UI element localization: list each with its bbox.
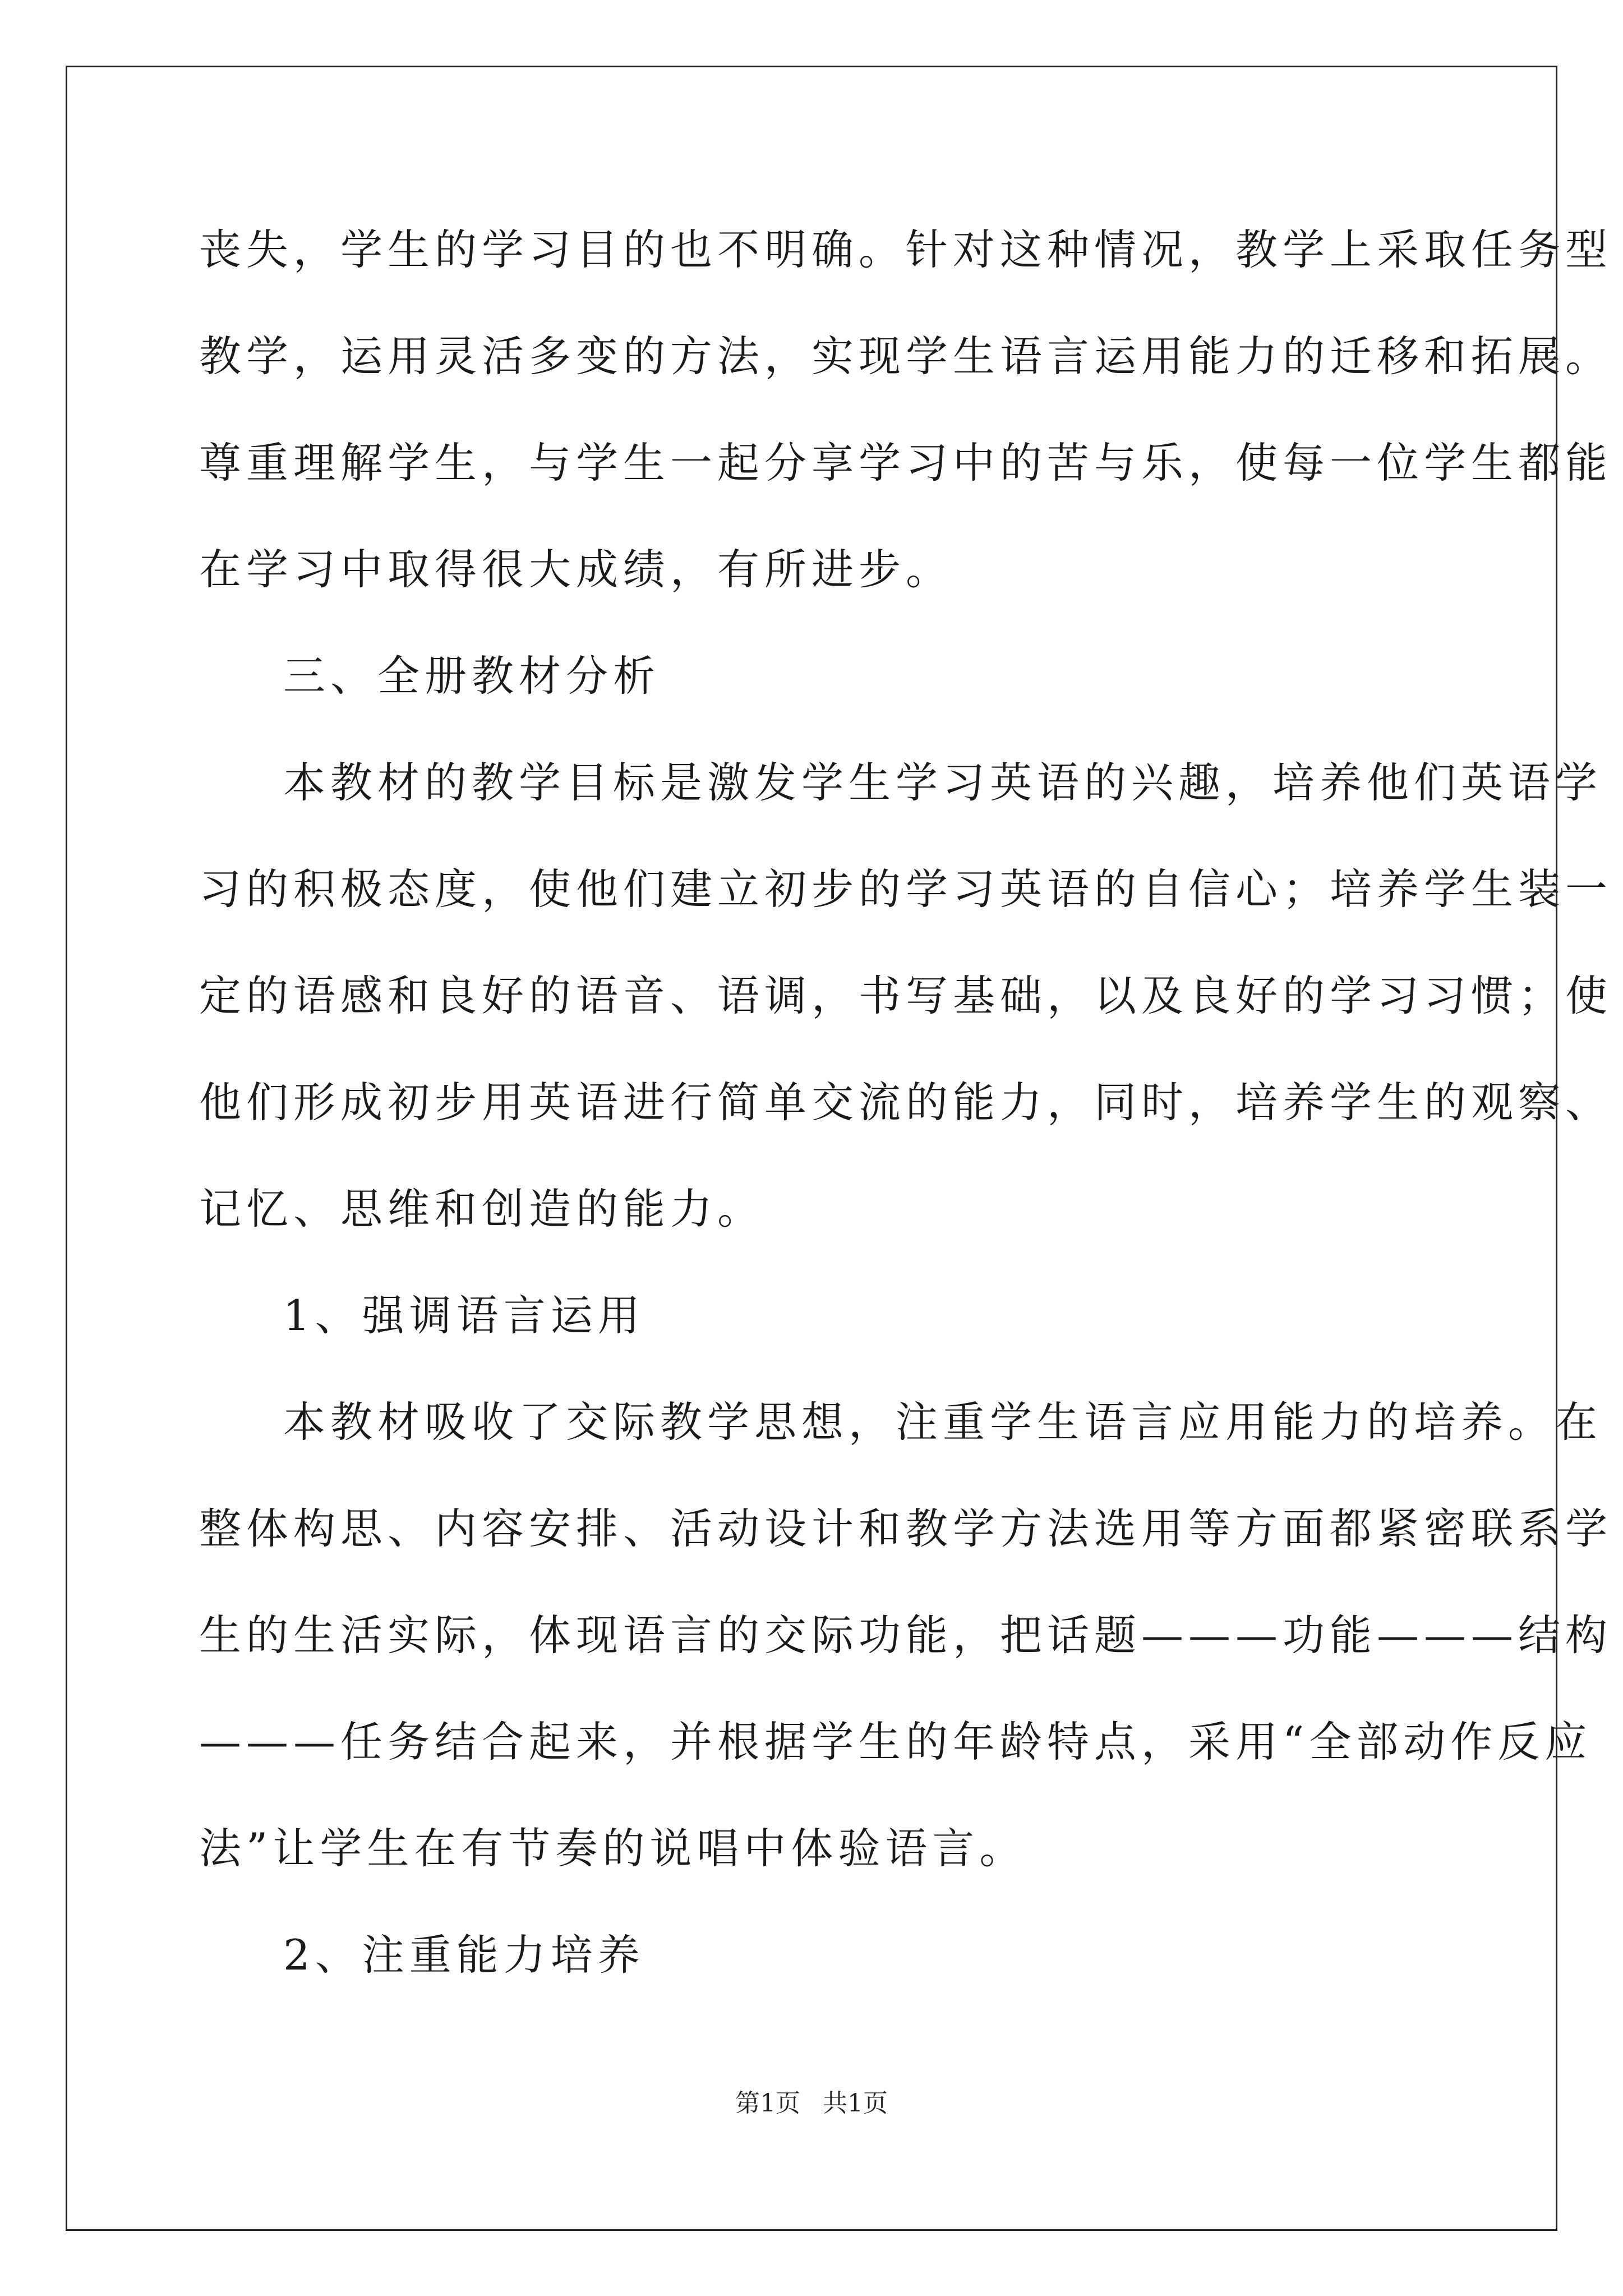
body-line: 他们形成初步用英语进行简单交流的能力，同时，培养学生的观察、 (199, 1078, 1613, 1127)
subsection-heading: 1、强调语言运用 (283, 1291, 645, 1340)
body-line: 本教材的教学目标是激发学生学习英语的兴趣，培养他们英语学 (283, 758, 1603, 807)
body-line: 丧失，学生的学习目的也不明确。针对这种情况，教学上采取任务型 (199, 225, 1613, 274)
body-line: 尊重理解学生，与学生一起分享学习中的苦与乐，使每一位学生都能 (199, 438, 1613, 487)
body-line: 记忆、思维和创造的能力。 (199, 1184, 765, 1234)
body-line: ———任务结合起来，并根据学生的年龄特点，采用“全部动作反应 (199, 1717, 1592, 1766)
body-line: 定的语感和良好的语音、语调，书写基础，以及良好的学习习惯；使 (199, 971, 1613, 1020)
section-heading: 三、全册教材分析 (283, 651, 661, 701)
page-total: 共1页 (823, 2089, 888, 2118)
body-line: 教学，运用灵活多变的方法，实现学生语言运用能力的迁移和拓展。 (199, 332, 1613, 381)
body-line: 习的积极态度，使他们建立初步的学习英语的自信心；培养学生装一 (199, 864, 1613, 914)
subsection-heading: 2、注重能力培养 (283, 1930, 645, 1980)
document-body (199, 219, 1613, 2031)
body-line: 本教材吸收了交际教学思想，注重学生语言应用能力的培养。在 (283, 1397, 1603, 1447)
body-line: 整体构思、内容安排、活动设计和教学方法选用等方面都紧密联系学 (199, 1504, 1613, 1553)
body-line: 法”让学生在有节奏的说唱中体验语言。 (199, 1824, 1027, 1873)
page-footer (0, 2087, 1623, 2120)
body-line: 在学习中取得很大成绩，有所进步。 (199, 545, 953, 594)
body-line: 生的生活实际，体现语言的交际功能，把话题———功能———结构 (199, 1611, 1613, 1660)
page-number: 第1页 (735, 2089, 800, 2118)
